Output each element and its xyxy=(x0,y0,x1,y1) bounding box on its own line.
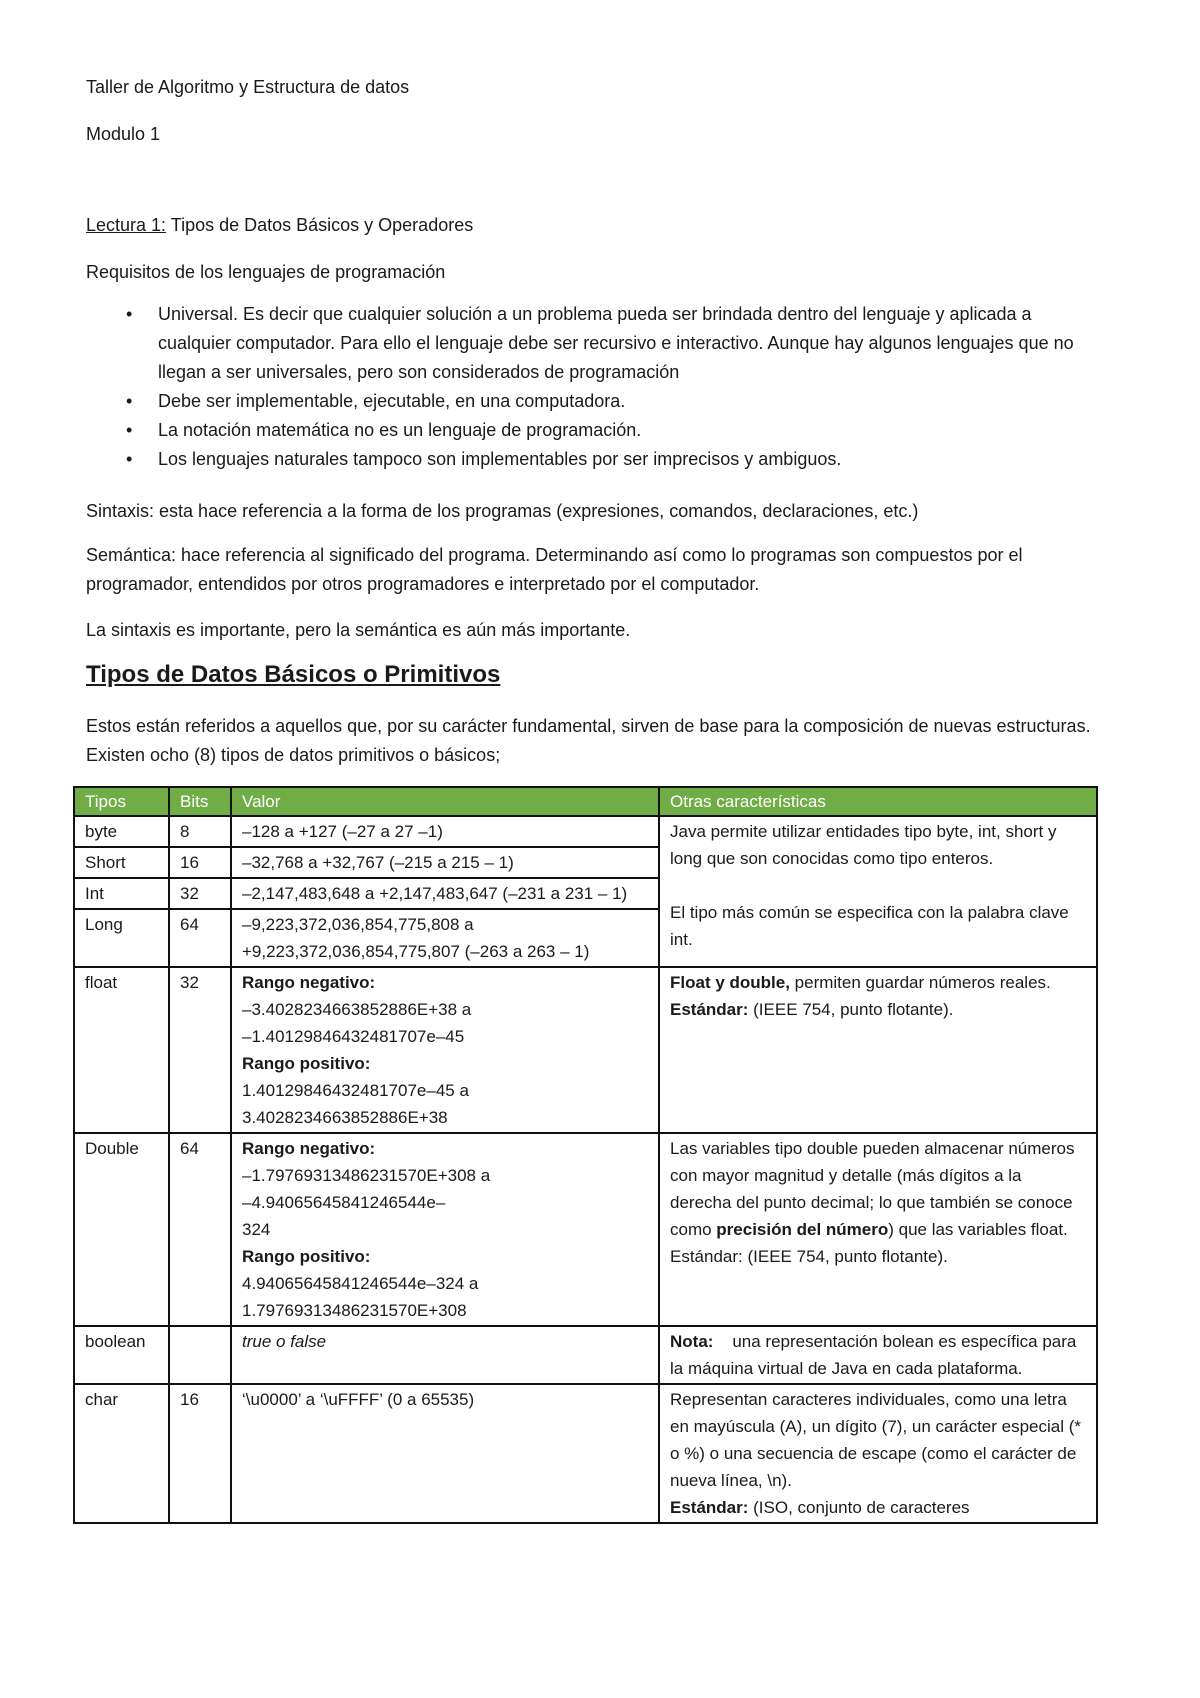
cell-otras xyxy=(659,1384,1097,1523)
pos-range-label: Rango positivo: xyxy=(242,1054,371,1073)
course-title: Taller de Algoritmo y Estructura de datos xyxy=(86,77,410,97)
table-row xyxy=(74,1326,1097,1384)
cell-bits: 16 xyxy=(169,847,231,878)
cell-bits xyxy=(169,1326,231,1384)
neg-range-label: Rango negativo: xyxy=(242,973,376,992)
pos-range-2: 1.79769313486231570E+308 xyxy=(242,1301,467,1320)
double-standard: Estándar: (IEEE 754, punto flotante). xyxy=(670,1247,948,1266)
standard-text: (IEEE 754, punto flotante). xyxy=(748,1000,954,1019)
cell-valor: –9,223,372,036,854,775,808 a +9,223,372,036,854,775,807 (–263 a 263 – 1) xyxy=(231,909,659,967)
list-item: • Los lenguajes naturales tampoco son implementables por ser imprecisos y ambiguos. xyxy=(86,445,1086,474)
neg-range-1: –1.79769313486231570E+308 a xyxy=(242,1166,491,1185)
sintaxis-paragraph: Sintaxis: esta hace referencia a la forma de los programas (expresiones, comandos, declaraciones, etc.) xyxy=(86,501,919,521)
cell-bits: 32 xyxy=(169,878,231,909)
cell-valor: –128 a +127 (–27 a 27 –1) xyxy=(231,816,659,847)
float-note-bold: Float y double, xyxy=(670,973,790,992)
note-gap xyxy=(670,872,1086,899)
primitive-types-table xyxy=(73,786,1098,1524)
list-item: • Debe ser implementable, ejecutable, en una computadora. xyxy=(86,387,1086,416)
header-bits: Bits xyxy=(169,787,231,816)
standard-label: Estándar: xyxy=(670,1498,749,1517)
cell-bits: 32 xyxy=(169,967,231,1133)
cell-bits: 16 xyxy=(169,1384,231,1523)
cell-valor xyxy=(231,967,659,1133)
float-standard xyxy=(670,996,1086,1023)
neg-range-2: –1.40129846432481707e–45 xyxy=(242,1027,465,1046)
cell-valor xyxy=(231,1133,659,1326)
boolean-note-text: una representación bolean es específica para la máquina virtual de Java en cada plataforma. xyxy=(670,1332,1082,1378)
section-intro: Estos están referidos a aquellos que, por su carácter fundamental, sirven de base para la composición de nuevas estructuras. Existen ocho (8) tipos de datos primitivos o básicos; xyxy=(86,716,1091,765)
cell-tipo: char xyxy=(74,1384,169,1523)
neg-range-1: –3.4028234663852886E+38 a xyxy=(242,1000,472,1019)
table-row xyxy=(74,816,1097,847)
lectura-label: Lectura 1: xyxy=(86,215,167,235)
cell-bits: 8 xyxy=(169,816,231,847)
header-valor: Valor xyxy=(231,787,659,816)
cell-tipo: Int xyxy=(74,878,169,909)
pos-range-label: Rango positivo: xyxy=(242,1247,371,1266)
integer-note-2: El tipo más común se especifica con la palabra clave int. xyxy=(670,903,1069,949)
neg-range-label: Rango negativo: xyxy=(242,1139,376,1158)
standard-text: (ISO, conjunto de caracteres xyxy=(748,1498,970,1517)
list-item: • Universal. Es decir que cualquier solución a un problema pueda ser brindada dentro del lenguaje y aplicada a cualquier computador. Para ello el lenguaje debe ser recursivo e interactivo. Aunque hay algunos lenguajes que no llegan a ser universales, pero son considerados de programación xyxy=(86,300,1086,387)
table-row xyxy=(74,1133,1097,1326)
double-note-a: Las variables tipo double pueden almacenar números con mayor magnitud y detalle (más dígitos a la derecha del punto decimal; lo que también se conoce como xyxy=(670,1139,1075,1239)
cell-otras xyxy=(659,1326,1097,1384)
char-note: Representan caracteres individuales, como una letra en mayúscula (A), un dígito (7), un carácter especial (* o %) o una secuencia de escape (como el carácter de nueva línea, \n). xyxy=(670,1390,1082,1490)
cell-valor: –32,768 a +32,767 (–215 a 215 – 1) xyxy=(231,847,659,878)
neg-range-2: –4.94065645841246544e– xyxy=(242,1193,446,1212)
pos-range-1: 1.40129846432481707e–45 a xyxy=(242,1081,469,1100)
note-label: Nota: xyxy=(670,1332,714,1351)
requisitos-heading: Requisitos de los lenguajes de programación xyxy=(86,262,446,282)
cell-bits: 64 xyxy=(169,909,231,967)
lectura-title: Tipos de Datos Básicos y Operadores xyxy=(166,215,474,235)
lectura-heading xyxy=(86,214,473,236)
header-otras: Otras características xyxy=(659,787,1097,816)
requisitos-list xyxy=(86,300,1086,474)
list-item: • La notación matemática no es un lenguaje de programación. xyxy=(86,416,1086,445)
double-note-b: ) que las variables float. xyxy=(888,1220,1068,1239)
cell-tipo: byte xyxy=(74,816,169,847)
cell-tipo: Long xyxy=(74,909,169,967)
cell-tipo: Short xyxy=(74,847,169,878)
cell-valor: true o false xyxy=(231,1326,659,1384)
integer-note-1: Java permite utilizar entidades tipo byte, int, short y long que son conocidas como tipo enteros. xyxy=(670,822,1057,868)
neg-range-3: 324 xyxy=(242,1220,271,1239)
pos-range-2: 3.4028234663852886E+38 xyxy=(242,1108,448,1127)
header-tipos: Tipos xyxy=(74,787,169,816)
cell-otras xyxy=(659,967,1097,1133)
float-note-text: permiten guardar números reales. xyxy=(789,973,1051,992)
standard-label: Estándar: xyxy=(670,1000,749,1019)
double-note-bold: precisión del número xyxy=(716,1220,889,1239)
cell-otras xyxy=(659,1133,1097,1326)
importancia-paragraph: La sintaxis es importante, pero la semántica es aún más importante. xyxy=(86,620,631,640)
char-standard xyxy=(670,1494,1086,1521)
cell-integer-note xyxy=(659,816,1097,967)
cell-valor: ‘\u0000’ a ‘\uFFFF’ (0 a 65535) xyxy=(231,1384,659,1523)
cell-tipo: boolean xyxy=(74,1326,169,1384)
cell-valor: –2,147,483,648 a +2,147,483,647 (–231 a 231 – 1) xyxy=(231,878,659,909)
table-header-row xyxy=(74,787,1097,816)
cell-tipo: Double xyxy=(74,1133,169,1326)
semantica-paragraph: Semántica: hace referencia al significado del programa. Determinando así como lo programas son compuestos por el programador, entendidos por otros programadores e interpretado por el computador. xyxy=(86,545,1023,594)
section-title: Tipos de Datos Básicos o Primitivos xyxy=(86,661,501,688)
module-label: Modulo 1 xyxy=(86,124,161,144)
pos-range-1: 4.94065645841246544e–324 a xyxy=(242,1274,479,1293)
cell-bits: 64 xyxy=(169,1133,231,1326)
cell-tipo: float xyxy=(74,967,169,1133)
table-row xyxy=(74,967,1097,1133)
table-row xyxy=(74,1384,1097,1523)
